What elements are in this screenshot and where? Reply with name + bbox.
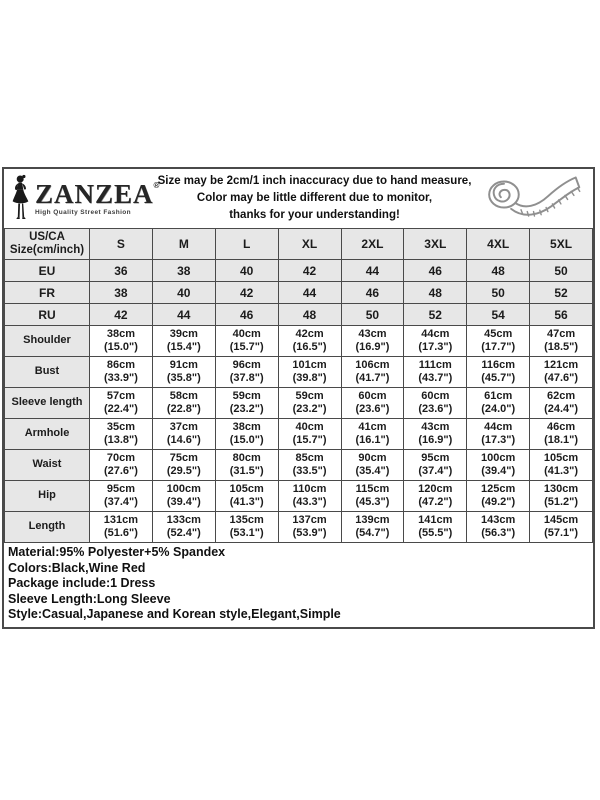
brand-text (35, 178, 160, 217)
measurement-inch: (31.5") (229, 465, 264, 477)
measurement-inch: (51.2") (544, 496, 579, 508)
measurement-cell (341, 388, 404, 419)
measurement-inch: (13.8") (103, 434, 138, 446)
measurement-cell (530, 419, 593, 450)
measurement-inch: (37.8") (229, 372, 264, 384)
measurement-cell (90, 357, 153, 388)
measurement-cell (530, 357, 593, 388)
size-value-cell: 50 (530, 260, 593, 282)
disclaimer-line-1: Size may be 2cm/1 inch inaccuracy due to hand measure, (157, 175, 472, 187)
measurement-inch: (33.9") (103, 372, 138, 384)
measurement-cell (152, 450, 215, 481)
row-label-sleeve-length: Sleeve length (5, 388, 90, 419)
size-value-cell: 46 (215, 304, 278, 326)
brand-logo (4, 172, 160, 226)
measurement-cell (90, 419, 153, 450)
measurement-inch: (16.5") (292, 341, 327, 353)
size-table-header-row (5, 229, 593, 260)
measurement-cm: 80cm (232, 451, 261, 464)
measurement-cell (467, 326, 530, 357)
measurement-inch: (39.4") (481, 465, 516, 477)
measurement-cm: 37cm (169, 420, 198, 433)
measurement-cm: 91cm (169, 358, 198, 371)
size-column-header-4xl: 4XL (467, 229, 530, 260)
size-value-cell: 48 (404, 282, 467, 304)
measurement-cm: 86cm (106, 358, 135, 371)
size-value-cell: 44 (278, 282, 341, 304)
measurement-cell (278, 357, 341, 388)
measurement-inch: (15.0") (229, 434, 264, 446)
measurement-cm: 45cm (484, 327, 513, 340)
measurement-cm: 38cm (232, 420, 261, 433)
measurement-inch: (16.9") (355, 341, 390, 353)
size-value-cell: 52 (404, 304, 467, 326)
woman-silhouette-icon (9, 172, 33, 226)
measurement-inch: (41.3") (544, 465, 579, 477)
measurement-inch: (23.2") (292, 403, 327, 415)
measurement-cell (530, 450, 593, 481)
size-value-cell: 46 (341, 282, 404, 304)
measurement-inch: (18.1") (544, 434, 579, 446)
row-label-hip: Hip (5, 481, 90, 512)
measurement-cm: 43cm (421, 420, 450, 433)
measurement-cm: 105cm (543, 451, 579, 464)
measurement-cm: 116cm (481, 358, 516, 371)
measurement-cell (152, 357, 215, 388)
measurement-cm: 135cm (229, 513, 264, 526)
measurement-cell (152, 419, 215, 450)
measurement-cell (341, 512, 404, 543)
measurement-inch: (56.3") (481, 527, 516, 539)
measurement-inch: (14.6") (166, 434, 201, 446)
measurement-inch: (24.0") (481, 403, 516, 415)
measurement-inch: (41.3") (229, 496, 264, 508)
measurement-row-shoulder (5, 326, 593, 357)
size-table-corner-header (5, 229, 90, 260)
measurement-inch: (47.6") (544, 372, 579, 384)
measurement-cm: 95cm (106, 482, 135, 495)
measurement-inch: (57.1") (544, 527, 579, 539)
registered-trademark-symbol: ® (153, 180, 160, 190)
measurement-cell (152, 512, 215, 543)
measurement-inch: (47.2") (418, 496, 453, 508)
measurement-cm: 130cm (543, 482, 579, 495)
measurement-cm: 121cm (543, 358, 579, 371)
measurement-cm: 46cm (546, 420, 576, 433)
measurement-cm: 96cm (232, 358, 261, 371)
row-label-bust: Bust (5, 357, 90, 388)
size-column-header-2xl: 2XL (341, 229, 404, 260)
measurement-cm: 125cm (481, 482, 516, 495)
size-value-cell: 48 (278, 304, 341, 326)
note-line-2: Colors:Black,Wine Red (8, 560, 146, 575)
measurement-cell (90, 388, 153, 419)
measurement-row-hip (5, 481, 593, 512)
region-size-row-eu (5, 260, 593, 282)
size-value-cell: 42 (90, 304, 153, 326)
measurement-cm: 60cm (358, 389, 387, 402)
measurement-cell (90, 481, 153, 512)
measurement-cm: 44cm (484, 420, 513, 433)
measurement-cell (278, 512, 341, 543)
note-line-5: Style:Casual,Japanese and Korean style,Elegant,Simple (8, 607, 341, 621)
measurement-inch: (51.6") (103, 527, 138, 539)
product-notes (4, 543, 593, 627)
measurement-inch: (16.1") (355, 434, 390, 446)
size-value-cell: 38 (90, 282, 153, 304)
measurement-cm: 137cm (292, 513, 327, 526)
measurement-inch: (53.9") (292, 527, 327, 539)
size-value-cell: 54 (467, 304, 530, 326)
measurement-cm: 40cm (295, 420, 324, 433)
measurement-cell (404, 388, 467, 419)
measurement-cm: 35cm (106, 420, 135, 433)
measurement-cm: 100cm (166, 482, 201, 495)
measurement-inch: (15.7") (229, 341, 264, 353)
measurement-inch: (39.8") (292, 372, 327, 384)
measurement-inch: (24.4") (544, 403, 579, 415)
measurement-cm: 85cm (295, 451, 324, 464)
measurement-cell (341, 326, 404, 357)
size-value-cell: 52 (530, 282, 593, 304)
measurement-cm: 41cm (358, 420, 387, 433)
size-value-cell: 50 (467, 282, 530, 304)
size-column-header-l: L (215, 229, 278, 260)
size-value-cell: 42 (278, 260, 341, 282)
measurement-cell (341, 357, 404, 388)
size-value-cell: 36 (90, 260, 153, 282)
measurement-cell (404, 450, 467, 481)
size-column-header-m: M (152, 229, 215, 260)
measurement-inch: (22.8") (166, 403, 201, 415)
measurement-cm: 75cm (169, 451, 198, 464)
row-label-armhole: Armhole (5, 419, 90, 450)
measurement-cell (530, 481, 593, 512)
measurement-cm: 58cm (169, 389, 198, 402)
measurement-inch: (15.4") (166, 341, 201, 353)
row-label-waist: Waist (5, 450, 90, 481)
measurement-cm: 47cm (546, 327, 576, 340)
size-value-cell: 40 (215, 260, 278, 282)
measurement-cell (467, 357, 530, 388)
header-band (4, 169, 593, 228)
measurement-cell (341, 450, 404, 481)
brand-name: ZANZEA (35, 178, 154, 209)
size-chart-sheet (2, 167, 595, 629)
measurement-cell (404, 419, 467, 450)
measurement-inch: (43.3") (292, 496, 327, 508)
row-label-shoulder: Shoulder (5, 326, 90, 357)
measurement-cm: 106cm (355, 358, 390, 371)
measurement-cell (278, 450, 341, 481)
size-value-cell: 48 (467, 260, 530, 282)
measurement-cell (90, 450, 153, 481)
measurement-cell (278, 388, 341, 419)
measurement-cell (152, 326, 215, 357)
measurement-cm: 62cm (546, 389, 576, 402)
measurement-cell (530, 326, 593, 357)
measurement-inch: (53.1") (229, 527, 264, 539)
size-column-header-s: S (90, 229, 153, 260)
measurement-cell (215, 326, 278, 357)
measurement-cell (341, 481, 404, 512)
measurement-inch: (17.3") (418, 341, 453, 353)
measurement-cell (467, 419, 530, 450)
measurement-cm: 59cm (295, 389, 324, 402)
measurement-inch: (18.5") (544, 341, 579, 353)
measurement-cell (152, 481, 215, 512)
measurement-cm: 95cm (421, 451, 450, 464)
size-value-cell: 44 (152, 304, 215, 326)
measurement-cell (278, 326, 341, 357)
measurement-cm: 38cm (106, 327, 135, 340)
measurement-cell (467, 512, 530, 543)
measurement-cell (404, 512, 467, 543)
measurement-inch: (16.9") (418, 434, 453, 446)
corner-header-line-2: Size(cm/inch) (9, 244, 85, 256)
measurement-cm: 105cm (229, 482, 264, 495)
measurement-cm: 43cm (358, 327, 387, 340)
measurement-row-bust (5, 357, 593, 388)
size-table (4, 228, 593, 543)
measurement-inch: (27.6") (103, 465, 138, 477)
region-size-row-ru (5, 304, 593, 326)
measurement-inch: (33.5") (292, 465, 327, 477)
measurement-inch: (23.6") (355, 403, 390, 415)
measurement-cell (530, 512, 593, 543)
measurement-cell (467, 388, 530, 419)
measurement-cell (215, 357, 278, 388)
measurement-inch: (23.6") (418, 403, 453, 415)
measurement-cm: 42cm (295, 327, 324, 340)
measurement-row-sleeve-length (5, 388, 593, 419)
region-size-row-fr (5, 282, 593, 304)
measurement-cm: 40cm (232, 327, 261, 340)
measurement-cell (278, 481, 341, 512)
measurement-row-armhole (5, 419, 593, 450)
measurement-inch: (17.3") (481, 434, 516, 446)
note-line-3: Package include:1 Dress (8, 576, 156, 590)
measurement-inch: (43.7") (418, 372, 453, 384)
measurement-cell (90, 326, 153, 357)
tape-measure-icon (481, 173, 587, 225)
measurement-inch: (54.7") (355, 527, 390, 539)
measurement-inch: (29.5") (166, 465, 201, 477)
note-line-4: Sleeve Length:Long Sleeve (8, 591, 171, 606)
measurement-inch: (35.8") (166, 372, 201, 384)
size-column-header-3xl: 3XL (404, 229, 467, 260)
measurement-cm: 100cm (481, 451, 516, 464)
measurement-inch: (17.7") (481, 341, 516, 353)
measurement-cell (341, 419, 404, 450)
measurement-cell (278, 419, 341, 450)
measurement-cell (467, 481, 530, 512)
measurement-cm: 139cm (355, 513, 390, 526)
size-value-cell: 46 (404, 260, 467, 282)
measurement-cm: 57cm (106, 389, 135, 402)
measurement-cm: 59cm (232, 389, 261, 402)
measurement-cell (215, 450, 278, 481)
measurement-cell (467, 450, 530, 481)
measurement-cm: 141cm (418, 513, 453, 526)
size-value-cell: 50 (341, 304, 404, 326)
measurement-cell (152, 388, 215, 419)
size-value-cell: 44 (341, 260, 404, 282)
size-column-header-5xl: 5XL (530, 229, 593, 260)
row-label-ru: RU (5, 304, 90, 326)
measurement-cm: 145cm (543, 513, 579, 526)
measurement-cm: 44cm (421, 327, 450, 340)
size-value-cell: 42 (215, 282, 278, 304)
measurement-cm: 131cm (103, 513, 139, 526)
measurement-cm: 115cm (355, 482, 390, 495)
measurement-inch: (22.4") (103, 403, 138, 415)
measurement-row-waist (5, 450, 593, 481)
row-label-fr: FR (5, 282, 90, 304)
measurement-cell (530, 388, 593, 419)
size-column-header-xl: XL (278, 229, 341, 260)
corner-header-line-1: US/CA (29, 231, 65, 243)
measurement-cm: 120cm (418, 482, 453, 495)
measurement-cell (90, 512, 153, 543)
size-value-cell: 40 (152, 282, 215, 304)
measurement-inch: (39.4") (166, 496, 201, 508)
size-value-cell: 38 (152, 260, 215, 282)
measurement-cell (404, 326, 467, 357)
disclaimer-line-3: thanks for your understanding! (229, 209, 400, 221)
measurement-inch: (15.7") (292, 434, 327, 446)
measurement-cm: 70cm (106, 451, 135, 464)
tape-measure-illustration (475, 173, 593, 225)
measurement-cm: 133cm (166, 513, 201, 526)
measurement-cell (215, 388, 278, 419)
brand-tagline: High Quality Street Fashion (35, 208, 132, 216)
measurement-cm: 111cm (418, 358, 452, 371)
measurement-cell (215, 481, 278, 512)
measurement-inch: (37.4") (418, 465, 453, 477)
measurement-cm: 90cm (358, 451, 387, 464)
row-label-eu: EU (5, 260, 90, 282)
measurement-inch: (37.4") (103, 496, 138, 508)
measurement-inch: (45.7") (481, 372, 516, 384)
measurement-inch: (55.5") (418, 527, 453, 539)
measurement-inch: (35.4") (355, 465, 390, 477)
note-line-1: Material:95% Polyester+5% Spandex (8, 545, 226, 559)
measurement-cm: 110cm (292, 482, 327, 495)
measurement-inch: (41.7") (355, 372, 390, 384)
measurement-cell (215, 419, 278, 450)
measurement-cm: 39cm (169, 327, 198, 340)
measurement-cell (404, 357, 467, 388)
measurement-cell (404, 481, 467, 512)
measurement-cm: 60cm (421, 389, 450, 402)
row-label-length: Length (5, 512, 90, 543)
measurement-inch: (23.2") (229, 403, 264, 415)
measurement-inch: (49.2") (481, 496, 516, 508)
measurement-inch: (45.3") (355, 496, 390, 508)
measurement-cell (215, 512, 278, 543)
measure-disclaimer (154, 173, 475, 224)
measurement-inch: (52.4") (166, 527, 201, 539)
measurement-cm: 143cm (481, 513, 516, 526)
measurement-inch: (15.0") (103, 341, 138, 353)
measurement-cm: 101cm (292, 358, 327, 371)
measurement-cm: 61cm (484, 389, 513, 402)
measurement-row-length (5, 512, 593, 543)
size-value-cell: 56 (530, 304, 593, 326)
disclaimer-line-2: Color may be little different due to monitor, (196, 192, 433, 204)
